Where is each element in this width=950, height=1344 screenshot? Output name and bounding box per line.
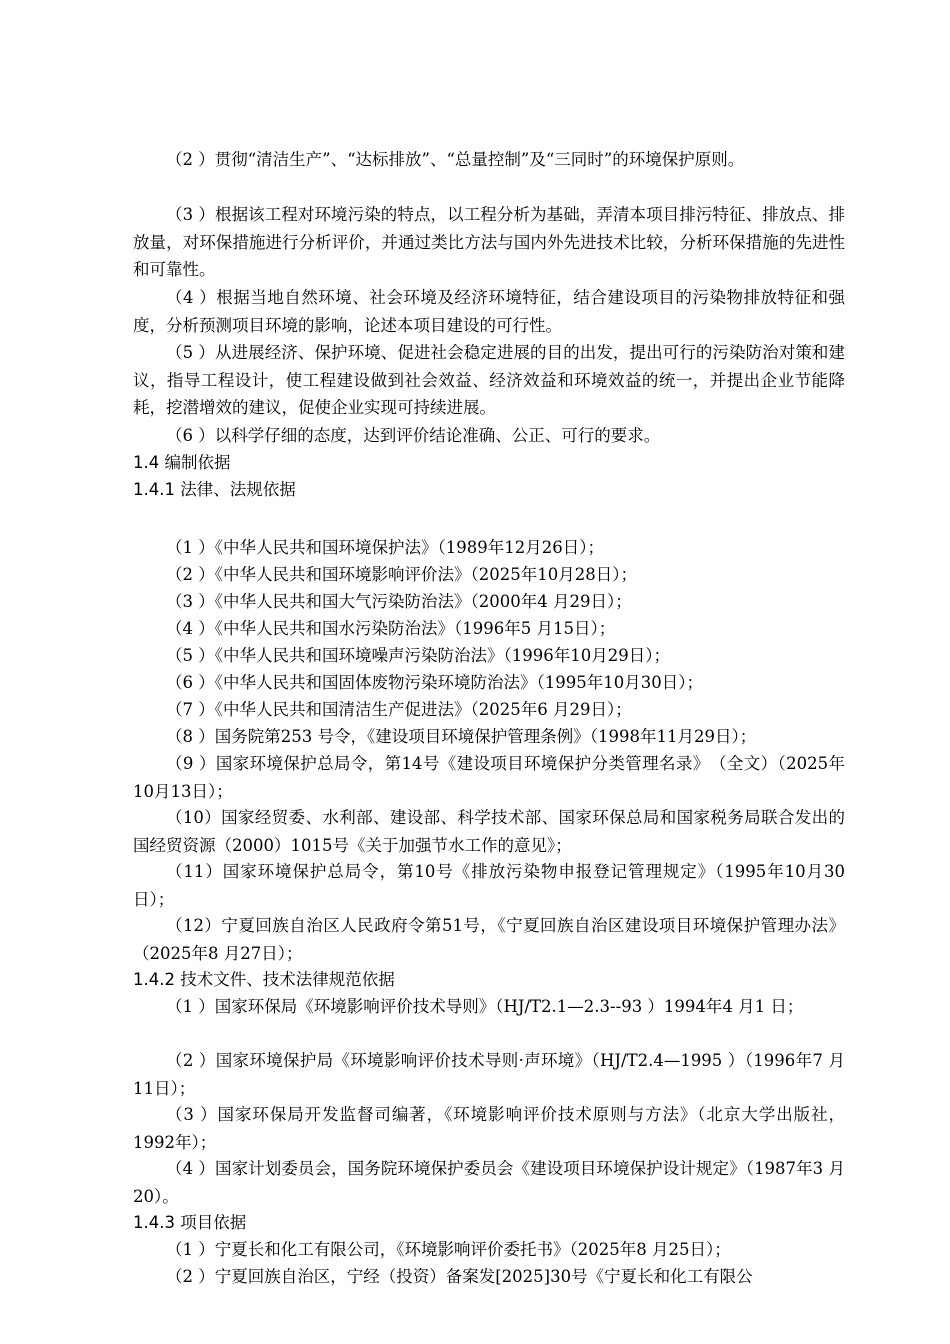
paragraph-principle-6: （6 ）以科学仔细的态度，达到评价结论准确、公正、可行的要求。 xyxy=(166,426,661,445)
section-heading-1-4-2: 1.4.2 技术文件、技术法律规范依据 xyxy=(133,970,395,989)
tech-item-4: （4 ）国家计划委员会，国务院环境保护委员会《建设项目环境保护设计规定》（1987年3 月20）。 xyxy=(133,1159,845,1206)
paragraph-principle-5: （5 ）从进展经济、保护环境、促进社会稳定进展的目的出发，提出可行的污染防治对策和建议，指导工程设计，使工程建设做到社会效益、经济效益和环境效益的统一，并提出企业节能降耗，挖潜增效的建议，促使企业实现可持续进展。 xyxy=(133,343,845,417)
law-item-3: （3 ）《中华人民共和国大气污染防治法》（2000年4 月29日）； xyxy=(166,592,632,611)
law-item-5: （5 ）《中华人民共和国环境噪声污染防治法》（1996年10月29日）； xyxy=(166,646,670,665)
law-item-4: （4 ）《中华人民共和国水污染防治法》（1996年5 月15日）； xyxy=(166,619,616,638)
section-heading-1-4-3: 1.4.3 项目依据 xyxy=(133,1213,247,1232)
project-item-1: （1 ）宁夏长和化工有限公司，《环境影响评价委托书》（2025年8 月25日）； xyxy=(166,1240,731,1259)
law-item-1: （1 ）《中华人民共和国环境保护法》（1989年12月26日）； xyxy=(166,538,604,557)
section-heading-1-4-1: 1.4.1 法律、法规依据 xyxy=(133,480,296,499)
tech-item-3: （3 ）国家环保局开发监督司编著，《环境影响评价技术原则与方法》（北京大学出版社，1992年）； xyxy=(133,1105,845,1152)
section-heading-1-4: 1.4 编制依据 xyxy=(133,453,231,472)
law-item-11: （11）国家环境保护总局令，第10号《排放污染物申报登记管理规定》（1995年10月30日）； xyxy=(133,862,845,909)
tech-item-2: （2 ）国家环境保护局《环境影响评价技术导则·声环境》（HJ/T2.4—1995 ）（1996年7 月11日）； xyxy=(133,1051,845,1098)
law-item-10: （10）国家经贸委、水利部、建设部、科学技术部、国家环保总局和国家税务局联合发出的国经贸资源（2000）1015号《关于加强节水工作的意见》； xyxy=(133,808,845,855)
law-item-9: （9 ）国家环境保护总局令，第14号《建设项目环境保护分类管理名录》 （全文）（2025年10月13日）； xyxy=(133,754,845,801)
law-item-6: （6 ）《中华人民共和国固体废物污染环境防治法》（1995年10月30日）； xyxy=(166,673,703,692)
paragraph-principle-3: （3 ）根据该工程对环境污染的特点，以工程分析为基础，弄清本项目排污特征、排放点、排放量，对环保措施进行分析评价，并通过类比方法与国内外先进技术比较，分析环保措施的先进性和可靠性。 xyxy=(133,205,845,279)
project-item-2: （2 ）宁夏回族自治区，宁经（投资）备案发[2025]30号《宁夏长和化工有限公 xyxy=(166,1267,753,1286)
paragraph-principle-2: （2 ）贯彻“清洁生产”、“达标排放”、“总量控制”及“三同时”的环境保护原则。 xyxy=(166,150,745,169)
paragraph-principle-4: （4 ）根据当地自然环境、社会环境及经济环境特征，结合建设项目的污染物排放特征和强度，分析预测项目环境的影响，论述本项目建设的可行性。 xyxy=(133,288,845,335)
law-item-8: （8 ）国务院第253 号令，《建设项目环境保护管理条例》（1998年11月29日）； xyxy=(166,727,757,746)
law-item-2: （2 ）《中华人民共和国环境影响评价法》（2025年10月28日）； xyxy=(166,565,637,584)
law-item-7: （7 ）《中华人民共和国清洁生产促进法》（2025年6 月29日）； xyxy=(166,700,632,719)
tech-item-1: （1 ）国家环保局《环境影响评价技术导则》（HJ/T2.1—2.3--93 ）1994年4 月1 日； xyxy=(166,997,804,1016)
law-item-12: （12）宁夏回族自治区人民政府令第51号，《宁夏回族自治区建设项目环境保护管理办法》（2025年8 月27日）； xyxy=(133,916,845,963)
